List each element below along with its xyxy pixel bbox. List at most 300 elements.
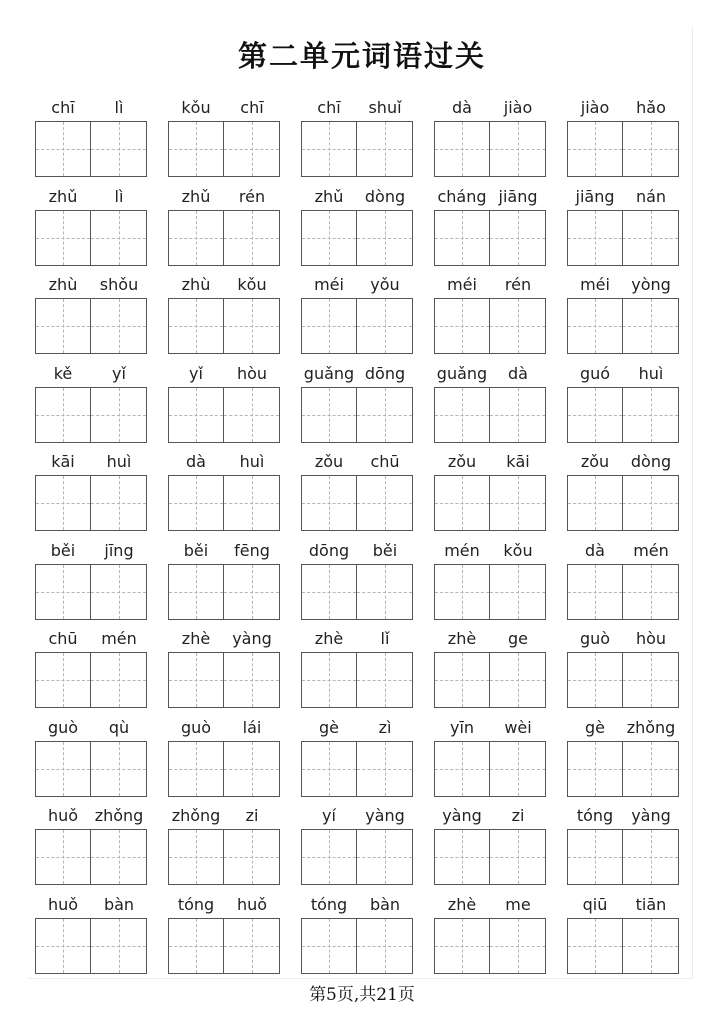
tianzige-box[interactable] <box>91 741 147 797</box>
pinyin-row <box>35 717 147 739</box>
tianzige-box[interactable] <box>224 652 280 708</box>
page-footer: 第5页,共21页 <box>309 985 415 1005</box>
tianzige-box[interactable] <box>301 210 357 266</box>
pinyin-syllable: yàng <box>442 806 482 825</box>
writing-boxes <box>434 210 546 266</box>
tianzige-box[interactable] <box>434 298 490 354</box>
tianzige-box[interactable] <box>35 210 91 266</box>
tianzige-box[interactable] <box>567 564 623 620</box>
tianzige-box[interactable] <box>567 121 623 177</box>
word-cell <box>301 625 413 714</box>
pinyin-row <box>434 97 546 119</box>
pinyin-syllable: yòng <box>631 275 671 294</box>
word-cell <box>168 891 280 980</box>
writing-boxes <box>567 564 679 620</box>
tianzige-box[interactable] <box>357 121 413 177</box>
tianzige-box[interactable] <box>567 298 623 354</box>
pinyin-syllable: kǒu <box>503 540 533 560</box>
pinyin-row <box>35 274 147 296</box>
pinyin-syllable: tiān <box>635 894 667 914</box>
tianzige-box[interactable] <box>91 829 147 885</box>
writing-boxes <box>567 918 679 974</box>
pinyin-syllable: rén <box>504 275 532 294</box>
pinyin-syllable: lái <box>242 717 262 737</box>
pinyin-row <box>567 717 679 739</box>
pinyin-syllable: huǒ <box>236 894 268 914</box>
word-cell <box>301 183 413 272</box>
pinyin-syllable: lì <box>114 186 124 206</box>
tianzige-box[interactable] <box>567 652 623 708</box>
pinyin-syllable: bàn <box>103 894 135 914</box>
writing-boxes <box>35 298 147 354</box>
pinyin-row <box>434 628 546 650</box>
pinyin-syllable: dōng <box>364 363 406 383</box>
pinyin-syllable: rén <box>238 186 266 206</box>
pinyin-row <box>567 805 679 827</box>
pinyin-syllable: huì <box>106 452 132 471</box>
tianzige-box[interactable] <box>434 741 490 797</box>
pinyin-syllable: qiū <box>582 894 608 914</box>
writing-boxes <box>168 475 280 531</box>
pinyin-syllable: zhǒng <box>94 806 144 825</box>
tianzige-box[interactable] <box>490 564 546 620</box>
writing-boxes <box>301 298 413 354</box>
tianzige-box[interactable] <box>490 475 546 531</box>
tianzige-box[interactable] <box>91 387 147 443</box>
pinyin-row <box>168 363 280 385</box>
pinyin-row <box>434 363 546 385</box>
pinyin-syllable: mén <box>444 540 480 560</box>
pinyin-row <box>567 274 679 296</box>
pinyin-row <box>434 540 546 562</box>
pinyin-syllable: běi <box>372 540 398 560</box>
tianzige-box[interactable] <box>168 298 224 354</box>
word-cell <box>168 94 280 183</box>
tianzige-box[interactable] <box>490 741 546 797</box>
pinyin-syllable: zǒu <box>580 452 610 471</box>
tianzige-box[interactable] <box>490 387 546 443</box>
pinyin-row <box>567 540 679 562</box>
tianzige-box[interactable] <box>567 387 623 443</box>
tianzige-box[interactable] <box>91 475 147 531</box>
tianzige-box[interactable] <box>224 564 280 620</box>
pinyin-syllable: zhǒng <box>171 806 221 825</box>
word-cell <box>168 360 280 449</box>
pinyin-syllable: zhǒng <box>626 717 676 737</box>
tianzige-box[interactable] <box>301 475 357 531</box>
pinyin-syllable: hòu <box>635 629 667 648</box>
writing-boxes <box>567 298 679 354</box>
pinyin-syllable: yǒu <box>370 275 400 294</box>
writing-boxes <box>434 918 546 974</box>
tianzige-box[interactable] <box>91 652 147 708</box>
word-cell <box>567 802 679 891</box>
tianzige-box[interactable] <box>224 918 280 974</box>
tianzige-box[interactable] <box>490 829 546 885</box>
writing-boxes <box>168 121 280 177</box>
tianzige-box[interactable] <box>301 298 357 354</box>
pinyin-row <box>35 97 147 119</box>
pinyin-row <box>168 628 280 650</box>
word-cell <box>567 714 679 803</box>
pinyin-syllable: gè <box>585 717 605 737</box>
tianzige-box[interactable] <box>623 298 679 354</box>
word-cell <box>168 714 280 803</box>
pinyin-syllable: kǒu <box>237 275 267 294</box>
writing-boxes <box>168 829 280 885</box>
writing-boxes <box>567 210 679 266</box>
pinyin-syllable: zhǔ <box>181 186 211 206</box>
tianzige-box[interactable] <box>224 298 280 354</box>
word-cell <box>301 271 413 360</box>
tianzige-box[interactable] <box>623 121 679 177</box>
pinyin-syllable: shǒu <box>99 275 139 294</box>
pinyin-syllable: guó <box>579 363 611 383</box>
pinyin-row <box>301 274 413 296</box>
tianzige-box[interactable] <box>567 829 623 885</box>
tianzige-box[interactable] <box>357 652 413 708</box>
pinyin-syllable: tóng <box>177 894 215 914</box>
pinyin-syllable: guò <box>47 717 79 737</box>
pinyin-row <box>301 628 413 650</box>
pinyin-row <box>567 628 679 650</box>
pinyin-syllable: méi <box>314 275 344 294</box>
tianzige-box[interactable] <box>623 387 679 443</box>
pinyin-row <box>301 363 413 385</box>
tianzige-box[interactable] <box>357 829 413 885</box>
word-cell <box>434 271 546 360</box>
pinyin-syllable: méi <box>580 275 610 294</box>
tianzige-box[interactable] <box>168 918 224 974</box>
tianzige-box[interactable] <box>490 298 546 354</box>
pinyin-syllable: chī <box>317 98 341 117</box>
pinyin-row <box>567 186 679 208</box>
word-cell <box>567 360 679 449</box>
writing-boxes <box>434 829 546 885</box>
word-cell <box>434 891 546 980</box>
tianzige-box[interactable] <box>623 652 679 708</box>
pinyin-syllable: hòu <box>236 363 268 383</box>
writing-boxes <box>168 298 280 354</box>
tianzige-box[interactable] <box>490 210 546 266</box>
pinyin-row <box>301 894 413 916</box>
pinyin-syllable: zì <box>378 717 392 737</box>
pinyin-row <box>168 805 280 827</box>
word-cell <box>35 537 147 626</box>
tianzige-box[interactable] <box>434 387 490 443</box>
pinyin-row <box>35 186 147 208</box>
writing-boxes <box>567 741 679 797</box>
word-cell <box>35 271 147 360</box>
word-cell <box>434 94 546 183</box>
writing-boxes <box>35 918 147 974</box>
pinyin-syllable: yàng <box>631 806 671 825</box>
tianzige-box[interactable] <box>434 564 490 620</box>
pinyin-row <box>301 805 413 827</box>
tianzige-box[interactable] <box>224 475 280 531</box>
tianzige-box[interactable] <box>301 564 357 620</box>
writing-boxes <box>168 741 280 797</box>
tianzige-box[interactable] <box>623 475 679 531</box>
word-cell <box>301 891 413 980</box>
pinyin-syllable: jiāng <box>575 186 615 206</box>
pinyin-syllable: lì <box>114 98 124 117</box>
tianzige-box[interactable] <box>91 918 147 974</box>
tianzige-box[interactable] <box>567 475 623 531</box>
pinyin-row <box>301 97 413 119</box>
pinyin-syllable: dà <box>508 363 528 383</box>
tianzige-box[interactable] <box>224 741 280 797</box>
writing-boxes <box>301 210 413 266</box>
pinyin-syllable: chū <box>370 452 400 471</box>
pinyin-syllable: jiāng <box>498 186 538 206</box>
writing-boxes <box>168 387 280 443</box>
writing-boxes <box>168 564 280 620</box>
word-cell <box>35 802 147 891</box>
tianzige-box[interactable] <box>357 387 413 443</box>
writing-boxes <box>35 210 147 266</box>
writing-boxes <box>567 652 679 708</box>
writing-boxes <box>301 121 413 177</box>
tianzige-box[interactable] <box>357 298 413 354</box>
tianzige-box[interactable] <box>357 564 413 620</box>
pinyin-syllable: kě <box>53 363 73 383</box>
word-cell <box>301 448 413 537</box>
pinyin-syllable: hǎo <box>636 98 666 117</box>
word-cell <box>35 714 147 803</box>
word-cell <box>35 448 147 537</box>
pinyin-syllable: tóng <box>310 894 348 914</box>
writing-boxes <box>35 564 147 620</box>
writing-boxes <box>301 387 413 443</box>
pinyin-syllable: lǐ <box>380 629 390 648</box>
writing-boxes <box>301 918 413 974</box>
pinyin-row <box>168 717 280 739</box>
pinyin-syllable: dòng <box>364 186 406 206</box>
pinyin-syllable: guǎng <box>436 363 488 383</box>
writing-boxes <box>168 652 280 708</box>
word-cell <box>35 625 147 714</box>
writing-boxes <box>35 121 147 177</box>
pinyin-syllable: zhè <box>314 629 344 648</box>
pinyin-syllable: nán <box>635 186 667 206</box>
pinyin-syllable: mén <box>633 540 669 560</box>
tianzige-box[interactable] <box>224 387 280 443</box>
tianzige-box[interactable] <box>490 652 546 708</box>
tianzige-box[interactable] <box>357 210 413 266</box>
pinyin-row <box>35 363 147 385</box>
tianzige-box[interactable] <box>434 475 490 531</box>
writing-boxes <box>567 475 679 531</box>
writing-boxes <box>434 387 546 443</box>
word-cell <box>301 802 413 891</box>
tianzige-box[interactable] <box>434 121 490 177</box>
tianzige-box[interactable] <box>168 475 224 531</box>
writing-boxes <box>434 741 546 797</box>
tianzige-box[interactable] <box>35 298 91 354</box>
tianzige-box[interactable] <box>301 741 357 797</box>
writing-boxes <box>301 564 413 620</box>
pinyin-syllable: zhǔ <box>314 186 344 206</box>
pinyin-syllable: huǒ <box>47 806 79 825</box>
pinyin-row <box>168 186 280 208</box>
pinyin-syllable: zi <box>245 806 259 825</box>
tianzige-box[interactable] <box>434 210 490 266</box>
word-cell <box>567 537 679 626</box>
pinyin-syllable: yǐ <box>189 363 203 383</box>
word-grid <box>35 94 687 979</box>
word-cell <box>168 537 280 626</box>
tianzige-box[interactable] <box>301 387 357 443</box>
pinyin-syllable: dà <box>585 540 605 560</box>
writing-boxes <box>301 475 413 531</box>
word-cell <box>434 537 546 626</box>
tianzige-box[interactable] <box>301 652 357 708</box>
pinyin-syllable: běi <box>183 540 209 560</box>
pinyin-row <box>567 363 679 385</box>
tianzige-box[interactable] <box>91 210 147 266</box>
word-cell <box>567 94 679 183</box>
tianzige-box[interactable] <box>224 210 280 266</box>
pinyin-syllable: zhè <box>181 629 211 648</box>
tianzige-box[interactable] <box>168 652 224 708</box>
tianzige-box[interactable] <box>168 564 224 620</box>
word-cell <box>168 625 280 714</box>
pinyin-row <box>301 540 413 562</box>
pinyin-syllable: guò <box>180 717 212 737</box>
word-cell <box>567 891 679 980</box>
pinyin-syllable: zǒu <box>314 452 344 471</box>
tianzige-box[interactable] <box>357 918 413 974</box>
tianzige-box[interactable] <box>168 210 224 266</box>
writing-boxes <box>168 210 280 266</box>
tianzige-box[interactable] <box>301 918 357 974</box>
tianzige-box[interactable] <box>224 121 280 177</box>
pinyin-syllable: jiào <box>503 98 533 117</box>
pinyin-row <box>434 186 546 208</box>
page-title: 第二单元词语过关 <box>237 39 486 73</box>
tianzige-box[interactable] <box>567 741 623 797</box>
word-cell <box>35 891 147 980</box>
pinyin-syllable: me <box>505 894 531 914</box>
pinyin-syllable: zhù <box>48 275 78 294</box>
word-cell <box>35 183 147 272</box>
pinyin-syllable: jīng <box>104 540 134 560</box>
pinyin-syllable: yǐ <box>112 363 126 383</box>
tianzige-box[interactable] <box>357 741 413 797</box>
word-cell <box>35 360 147 449</box>
tianzige-box[interactable] <box>623 210 679 266</box>
pinyin-syllable: tóng <box>576 806 614 825</box>
word-cell <box>168 802 280 891</box>
tianzige-box[interactable] <box>35 829 91 885</box>
pinyin-row <box>301 186 413 208</box>
tianzige-box[interactable] <box>35 652 91 708</box>
pinyin-syllable: chū <box>48 629 78 648</box>
tianzige-box[interactable] <box>623 829 679 885</box>
writing-boxes <box>301 741 413 797</box>
tianzige-box[interactable] <box>35 121 91 177</box>
tianzige-box[interactable] <box>301 829 357 885</box>
tianzige-box[interactable] <box>490 121 546 177</box>
tianzige-box[interactable] <box>567 210 623 266</box>
word-cell <box>434 802 546 891</box>
writing-boxes <box>35 652 147 708</box>
tianzige-box[interactable] <box>35 564 91 620</box>
word-cell <box>35 94 147 183</box>
pinyin-syllable: huì <box>638 363 664 383</box>
pinyin-syllable: yàng <box>365 806 405 825</box>
tianzige-box[interactable] <box>567 918 623 974</box>
pinyin-syllable: jiào <box>580 98 610 117</box>
tianzige-box[interactable] <box>224 829 280 885</box>
pinyin-syllable: zǒu <box>447 452 477 471</box>
word-cell <box>301 714 413 803</box>
pinyin-syllable: kǒu <box>181 98 211 117</box>
pinyin-row <box>35 628 147 650</box>
tianzige-box[interactable] <box>434 652 490 708</box>
tianzige-box[interactable] <box>91 298 147 354</box>
pinyin-syllable: mén <box>101 629 137 648</box>
writing-boxes <box>567 121 679 177</box>
pinyin-syllable: huǒ <box>47 894 79 914</box>
pinyin-syllable: zhè <box>447 894 477 914</box>
writing-boxes <box>567 829 679 885</box>
tianzige-box[interactable] <box>35 741 91 797</box>
pinyin-syllable: méi <box>447 275 477 294</box>
tianzige-box[interactable] <box>434 829 490 885</box>
tianzige-box[interactable] <box>434 918 490 974</box>
writing-boxes <box>35 829 147 885</box>
word-cell <box>301 537 413 626</box>
pinyin-syllable: ge <box>508 629 528 648</box>
tianzige-box[interactable] <box>623 564 679 620</box>
pinyin-syllable: gè <box>319 717 339 737</box>
pinyin-syllable: dōng <box>308 540 350 560</box>
tianzige-box[interactable] <box>35 918 91 974</box>
tianzige-box[interactable] <box>490 918 546 974</box>
pinyin-row <box>168 540 280 562</box>
pinyin-row <box>434 894 546 916</box>
tianzige-box[interactable] <box>168 121 224 177</box>
tianzige-box[interactable] <box>91 564 147 620</box>
tianzige-box[interactable] <box>35 475 91 531</box>
pinyin-row <box>168 97 280 119</box>
word-cell <box>168 448 280 537</box>
tianzige-box[interactable] <box>623 918 679 974</box>
pinyin-row <box>35 540 147 562</box>
pinyin-row <box>434 717 546 739</box>
pinyin-row <box>434 805 546 827</box>
tianzige-box[interactable] <box>168 829 224 885</box>
writing-boxes <box>35 475 147 531</box>
tianzige-box[interactable] <box>168 387 224 443</box>
pinyin-syllable: shuǐ <box>368 98 402 117</box>
word-cell <box>168 271 280 360</box>
pinyin-syllable: zhè <box>447 629 477 648</box>
word-cell <box>434 183 546 272</box>
pinyin-row <box>301 717 413 739</box>
tianzige-box[interactable] <box>357 475 413 531</box>
writing-boxes <box>35 741 147 797</box>
tianzige-box[interactable] <box>35 387 91 443</box>
word-cell <box>168 183 280 272</box>
tianzige-box[interactable] <box>301 121 357 177</box>
tianzige-box[interactable] <box>168 741 224 797</box>
pinyin-row <box>168 274 280 296</box>
tianzige-box[interactable] <box>623 741 679 797</box>
tianzige-box[interactable] <box>91 121 147 177</box>
